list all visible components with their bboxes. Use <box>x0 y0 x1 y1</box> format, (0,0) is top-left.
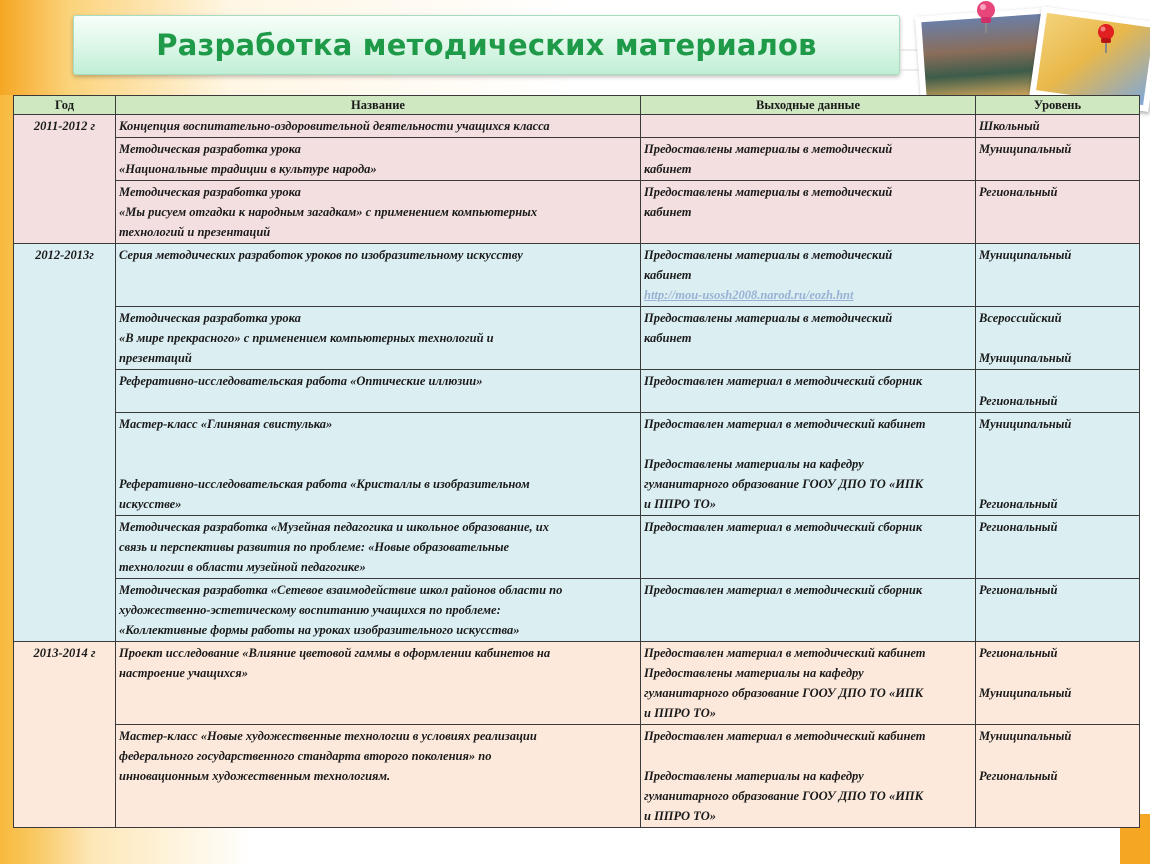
name-cell <box>116 244 641 307</box>
name-line: Методическая разработка «Музейная педагогика и школьное образование, их <box>119 520 549 534</box>
name-cell <box>116 307 641 370</box>
level-line: Муниципальный <box>979 686 1072 700</box>
level-cell <box>976 138 1140 181</box>
level-line <box>979 434 1136 454</box>
table-header-row <box>14 96 1140 115</box>
level-line: Региональный <box>979 646 1058 660</box>
output-line: Предоставлен материал в методический сборник <box>644 583 923 597</box>
level-line: Региональный <box>979 583 1058 597</box>
level-line: Региональный <box>979 394 1058 408</box>
level-line <box>979 474 1136 494</box>
table-row <box>14 244 1140 307</box>
output-line: Предоставлены материалы на кафедру <box>644 666 864 680</box>
year-cell: 2012-2013г <box>14 244 116 642</box>
level-cell <box>976 370 1140 413</box>
name-line: Серия методических разработок уроков по изобразительному искусству <box>119 248 523 262</box>
name-line: Реферативно-исследовательская работа «Кристаллы в изобразительном <box>119 477 530 491</box>
output-line <box>644 116 972 136</box>
output-line: и ППРО ТО» <box>644 706 717 720</box>
table-row <box>14 181 1140 244</box>
level-line: Муниципальный <box>979 729 1072 743</box>
level-line: Региональный <box>979 497 1058 511</box>
name-line: Мастер-класс «Новые художественные технологии в условиях реализации <box>119 729 537 743</box>
output-line: Предоставлены материалы в методический <box>644 311 893 325</box>
table-row <box>14 642 1140 725</box>
table-row <box>14 725 1140 828</box>
output-cell <box>641 244 976 307</box>
resource-link[interactable]: http://mou-usosh2008.narod.ru/eozh.hnt <box>644 288 854 302</box>
output-line <box>644 434 972 454</box>
output-line: Предоставлены материалы на кафедру <box>644 457 864 471</box>
level-line: Муниципальный <box>979 417 1072 431</box>
output-line: и ППРО ТО» <box>644 809 717 823</box>
name-cell <box>116 370 641 413</box>
name-cell <box>116 115 641 138</box>
name-line: искусстве» <box>119 497 182 511</box>
level-cell <box>976 413 1140 516</box>
materials-table <box>13 95 1140 828</box>
name-line <box>119 434 637 454</box>
output-line: Предоставлен материал в методический сборник <box>644 520 923 534</box>
level-line: Школьный <box>979 119 1040 133</box>
name-line: Реферативно-исследовательская работа «Оптические иллюзии» <box>119 374 483 388</box>
output-line: гуманитарного образование ГООУ ДПО ТО «ИПК <box>644 686 924 700</box>
level-line <box>979 371 1136 391</box>
header-output: Выходные данные <box>641 96 976 115</box>
name-line: «Коллективные формы работы на уроках изобразительного искусства» <box>119 623 520 637</box>
name-cell <box>116 413 641 516</box>
table-row <box>14 579 1140 642</box>
name-cell <box>116 725 641 828</box>
level-cell <box>976 115 1140 138</box>
table-row <box>14 370 1140 413</box>
output-line: кабинет <box>644 162 692 176</box>
table-row <box>14 138 1140 181</box>
output-line: Предоставлены материалы в методический <box>644 248 893 262</box>
output-line: кабинет <box>644 205 692 219</box>
level-line: Региональный <box>979 185 1058 199</box>
output-line <box>644 746 972 766</box>
output-line: Предоставлены материалы в методический <box>644 185 893 199</box>
table-row <box>14 413 1140 516</box>
level-line <box>979 454 1136 474</box>
level-cell <box>976 307 1140 370</box>
year-cell: 2013-2014 г <box>14 642 116 828</box>
output-line: Предоставлен материал в методический кабинет <box>644 729 926 743</box>
name-line: федерального государственного стандарта второго поколения» по <box>119 749 492 763</box>
level-line: Региональный <box>979 769 1058 783</box>
name-line: технологий и презентаций <box>119 225 271 239</box>
table-row <box>14 115 1140 138</box>
output-cell <box>641 181 976 244</box>
output-line: Предоставлен материал в методический кабинет <box>644 646 926 660</box>
output-line: кабинет <box>644 268 692 282</box>
level-cell <box>976 181 1140 244</box>
title-box <box>73 15 900 75</box>
name-cell <box>116 138 641 181</box>
name-cell <box>116 579 641 642</box>
level-line: Всероссийский <box>979 311 1062 325</box>
name-cell <box>116 516 641 579</box>
output-cell <box>641 413 976 516</box>
level-cell <box>976 579 1140 642</box>
name-line: «В мире прекрасного» с применением компьютерных технологий и <box>119 331 494 345</box>
name-line: художественно-эстетическому воспитанию учащихся по проблеме: <box>119 603 501 617</box>
name-line: настроение учащихся» <box>119 666 248 680</box>
table-row <box>14 307 1140 370</box>
name-line: Методическая разработка урока <box>119 311 301 325</box>
output-line: Предоставлены материалы на кафедру <box>644 769 864 783</box>
name-line: Методическая разработка урока <box>119 142 301 156</box>
name-line: «Национальные традиции в культуре народа» <box>119 162 377 176</box>
pushpin-icon <box>968 0 1004 34</box>
header-level: Уровень <box>976 96 1140 115</box>
output-line: и ППРО ТО» <box>644 497 717 511</box>
output-cell <box>641 516 976 579</box>
name-line: связь и перспективы развития по проблеме: «Новые образовательные <box>119 540 510 554</box>
name-line: «Мы рисуем отгадки к народным загадкам» с применением компьютерных <box>119 205 538 219</box>
output-line: Предоставлены материалы в методический <box>644 142 893 156</box>
name-line <box>119 454 637 474</box>
level-cell <box>976 642 1140 725</box>
slide-title: Разработка методических материалов <box>156 28 817 62</box>
pushpin-icon <box>1090 22 1122 54</box>
header-name: Название <box>116 96 641 115</box>
output-cell <box>641 370 976 413</box>
output-line: Предоставлен материал в методический сборник <box>644 374 923 388</box>
output-line: гуманитарного образование ГООУ ДПО ТО «ИПК <box>644 789 924 803</box>
name-line: технологии в области музейной педагогике» <box>119 560 366 574</box>
name-line: Мастер-класс «Глиняная свистулька» <box>119 417 333 431</box>
level-line: Муниципальный <box>979 248 1072 262</box>
output-cell <box>641 138 976 181</box>
level-cell <box>976 244 1140 307</box>
name-line: Концепция воспитательно-оздоровительной деятельности учащихся класса <box>119 119 550 133</box>
table-row <box>14 516 1140 579</box>
level-line <box>979 328 1136 348</box>
year-cell: 2011-2012 г <box>14 115 116 244</box>
name-line: инновационным художественным технологиям. <box>119 769 391 783</box>
table-body <box>14 115 1140 828</box>
output-line: гуманитарного образование ГООУ ДПО ТО «ИПК <box>644 477 924 491</box>
level-line: Региональный <box>979 520 1058 534</box>
level-line: Муниципальный <box>979 142 1072 156</box>
level-line: Муниципальный <box>979 351 1072 365</box>
level-line <box>979 663 1136 683</box>
level-line <box>979 746 1136 766</box>
name-line: презентаций <box>119 351 192 365</box>
output-cell <box>641 579 976 642</box>
output-cell <box>641 115 976 138</box>
output-cell <box>641 642 976 725</box>
level-cell <box>976 516 1140 579</box>
header-year: Год <box>14 96 116 115</box>
name-cell <box>116 642 641 725</box>
output-line: кабинет <box>644 331 692 345</box>
output-cell <box>641 307 976 370</box>
name-line: Проект исследование «Влияние цветовой гаммы в оформлении кабинетов на <box>119 646 551 660</box>
output-line: Предоставлен материал в методический кабинет <box>644 417 926 431</box>
output-cell <box>641 725 976 828</box>
level-cell <box>976 725 1140 828</box>
name-line: Методическая разработка урока <box>119 185 301 199</box>
name-line: Методическая разработка «Сетевое взаимодействие школ районов области по <box>119 583 563 597</box>
name-cell <box>116 181 641 244</box>
